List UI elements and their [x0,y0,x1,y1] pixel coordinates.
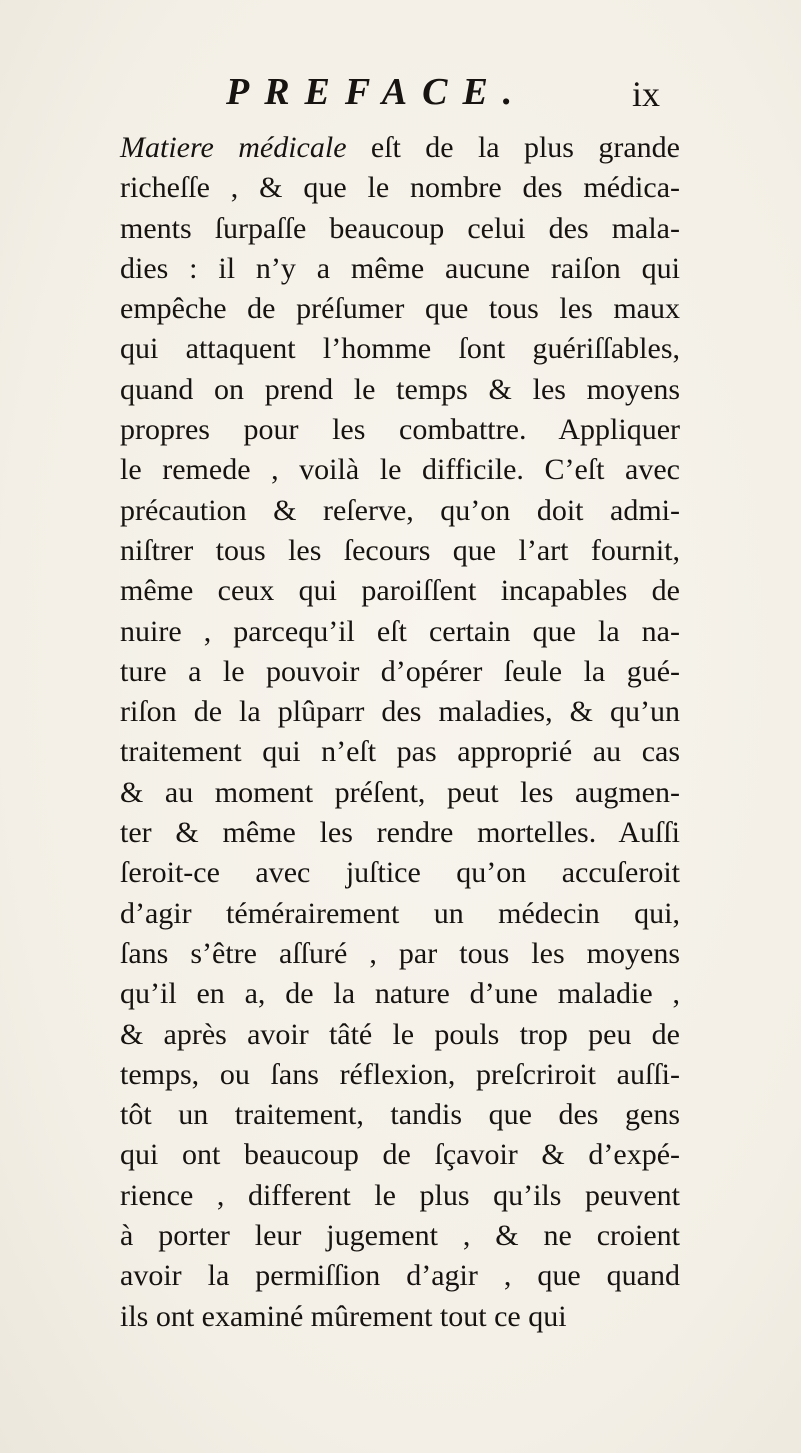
text-line: qu’il en a, de la nature d’une maladie , [120,977,680,1011]
text-line: même ceux qui paroiſſent incapables de [120,574,680,608]
text-line: propres pour les combattre. Appliquer [120,413,680,447]
text-line: temps, ou ſans réflexion, preſcriroit auſſi- [120,1057,680,1091]
text-line: ils ont examiné mûrement tout ce qui [120,1299,567,1333]
text-line: précaution & reſerve, qu’on doit admi- [120,493,680,527]
text-line: à porter leur jugement , & ne croient [120,1219,680,1253]
line-rest: eſt de la plus grande [346,131,680,164]
page-header [0,70,801,118]
text-line: richeſſe , & que le nombre des médica- [120,171,680,205]
text-line: avoir la permiſſion d’agir , que quand [120,1259,680,1293]
text-line: ture a le pouvoir d’opérer ſeule la gué- [120,654,680,688]
text-line: riſon de la plûparr des maladies, & qu’un [120,695,680,729]
text-line: empêche de préſumer que tous les maux [120,292,680,326]
text-line: d’agir témérairement un médecin qui, [120,896,680,930]
body-text [120,128,680,1337]
text-line: le remede , voilà le difficile. C’eſt avec [120,453,680,487]
text-line: ments ſurpaſſe beaucoup celui des mala- [120,211,680,245]
text-line: niſtrer tous les ſecours que l’art fournit, [120,533,680,567]
text-line: ter & même les rendre mortelles. Auſſi [120,816,680,850]
text-line: & au moment préſent, peut les augmen- [120,775,680,809]
text-line: tôt un traitement, tandis que des gens [120,1098,680,1132]
text-line: traitement qui n’eſt pas approprié au cas [120,735,680,769]
text-line: nuire , parcequ’il eſt certain que la na- [120,614,680,648]
text-line: ſans s’être aſſuré , par tous les moyens [120,936,680,970]
text-line: quand on prend le temps & les moyens [120,372,680,406]
italic-term: Matiere médicale [120,131,347,164]
running-title: PREFACE. [226,71,528,113]
text-line: ſeroit-ce avec juſtice qu’on accuſeroit [120,856,680,890]
text-line: qui attaquent l’homme ſont guériſſables, [120,332,680,366]
text-line: rience , different le plus qu’ils peuvent [120,1178,680,1212]
text-line: dies : il n’y a même aucune raiſon qui [120,251,680,285]
text-line: & après avoir tâté le pouls trop peu de [120,1017,680,1051]
text-line [120,128,680,168]
text-line: qui ont beaucoup de ſçavoir & d’expé- [120,1138,680,1172]
page-number: ix [632,74,661,114]
